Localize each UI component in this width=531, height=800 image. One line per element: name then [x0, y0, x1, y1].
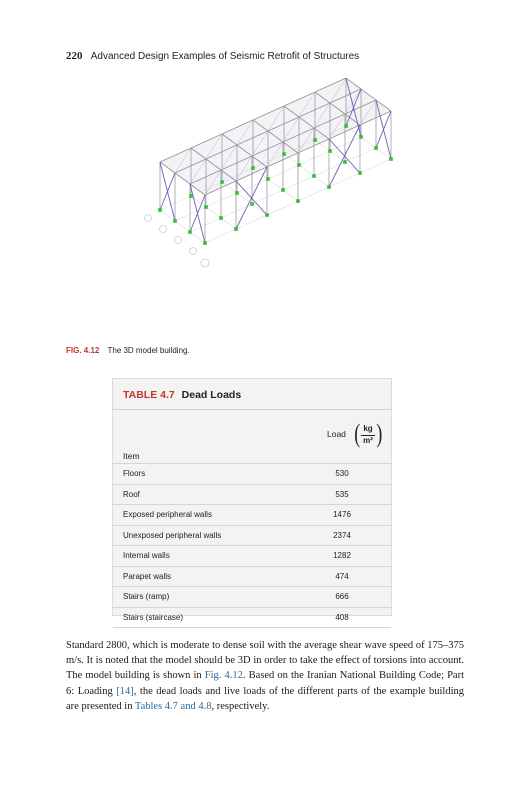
ground-grid-line [315, 140, 360, 173]
dead-loads-table [112, 378, 392, 622]
support-node [312, 174, 316, 178]
support-node [282, 152, 286, 156]
support-node [265, 213, 269, 217]
body-text: , respectively. [211, 700, 270, 712]
support-node [173, 219, 177, 223]
row-load: 408 [335, 612, 349, 622]
figure-reference-link[interactable]: Fig. 4.12 [204, 670, 243, 682]
row-item: Exposed peripheral walls [123, 510, 212, 519]
running-header [66, 50, 359, 62]
ground-grid-line [284, 154, 329, 187]
support-node [266, 177, 270, 181]
body-text: Standard 2800, which is moderate to dense soil with the average shear wave speed of 175–375 m/s. It is noted that the model should be 3D in order to take the effect of torsions into account. The model building is shown in [66, 640, 464, 682]
row-item: Unexposed peripheral walls [123, 530, 222, 540]
body-text: . Based on the Iranian National Building Code; Part 6: Loading [66, 670, 465, 697]
row-item: Floors [123, 469, 146, 478]
row-load: 530 [335, 469, 349, 478]
support-node [189, 194, 193, 198]
table-row [113, 566, 391, 587]
table-row [113, 586, 391, 607]
row-item: Parapet walls [123, 571, 172, 581]
brace-line [329, 139, 360, 173]
support-node [358, 171, 362, 175]
support-node [296, 199, 300, 203]
row-load: 1282 [333, 551, 351, 560]
support-node [359, 135, 363, 139]
table-title-text: Dead Loads [181, 389, 242, 401]
grid-bubble [145, 215, 152, 222]
support-node [220, 180, 224, 184]
row-load: 666 [335, 592, 349, 601]
body-paragraph [66, 638, 464, 714]
table-row [113, 463, 391, 484]
support-node [343, 160, 347, 164]
row-item: Stairs (ramp) [123, 592, 170, 601]
row-item: Roof [123, 489, 140, 499]
row-load: 474 [335, 571, 349, 581]
citation-link[interactable]: [14] [116, 685, 134, 697]
unit-denominator: m² [363, 436, 373, 445]
table-row [113, 525, 391, 546]
table-label: TABLE 4.7 [123, 389, 175, 401]
table-row [113, 504, 391, 525]
support-node [158, 208, 162, 212]
support-node [281, 188, 285, 192]
support-node [203, 241, 207, 245]
ground-grid-line [253, 168, 298, 201]
support-node [328, 149, 332, 153]
body-text: , the dead loads and live loads of the different parts of the example building are presented in [66, 685, 464, 712]
row-item: Internal walls [123, 551, 170, 560]
title-divider [113, 409, 391, 410]
page-number: 220 [66, 50, 83, 62]
column-header-item: Item [123, 451, 140, 461]
support-node [344, 124, 348, 128]
support-node [188, 230, 192, 234]
table-row [113, 607, 391, 629]
support-node [204, 205, 208, 209]
row-load: 1476 [333, 510, 351, 519]
support-node [235, 191, 239, 195]
support-node [374, 146, 378, 150]
grid-bubble [160, 226, 167, 233]
table-body [113, 463, 391, 628]
row-load: 2374 [333, 530, 351, 540]
grid-bubble [201, 259, 209, 267]
book-title: Advanced Design Examples of Seismic Retrofit of Structures [90, 51, 360, 62]
grid-bubble [175, 237, 182, 244]
table-title [123, 389, 241, 401]
row-load: 535 [335, 489, 349, 499]
figure-caption-text: The 3D model building. [107, 346, 190, 355]
row-item: Stairs (staircase) [123, 612, 184, 622]
column-header-load [327, 415, 387, 455]
right-paren: ) [376, 419, 383, 448]
unit-numerator: kg [363, 424, 373, 433]
support-node [313, 138, 317, 142]
grid-bubble [190, 248, 197, 255]
support-node [251, 166, 255, 170]
support-node [297, 163, 301, 167]
load-unit [355, 419, 383, 449]
support-node [250, 202, 254, 206]
figure-label: FIG. 4.12 [66, 346, 100, 355]
support-node [234, 227, 238, 231]
steel-frame-drawing [110, 78, 420, 328]
support-node [219, 216, 223, 220]
table-row [113, 484, 391, 505]
figure-caption [66, 346, 190, 355]
brace-line [236, 181, 267, 215]
table-row [113, 545, 391, 566]
ground-grid-line [222, 182, 267, 215]
load-header-text: Load [327, 429, 346, 439]
building-3d-model-figure [110, 78, 420, 328]
left-paren: ( [354, 419, 361, 448]
support-node [389, 157, 393, 161]
tables-reference-link[interactable]: Tables 4.7 and 4.8 [134, 700, 212, 712]
support-node [327, 185, 331, 189]
